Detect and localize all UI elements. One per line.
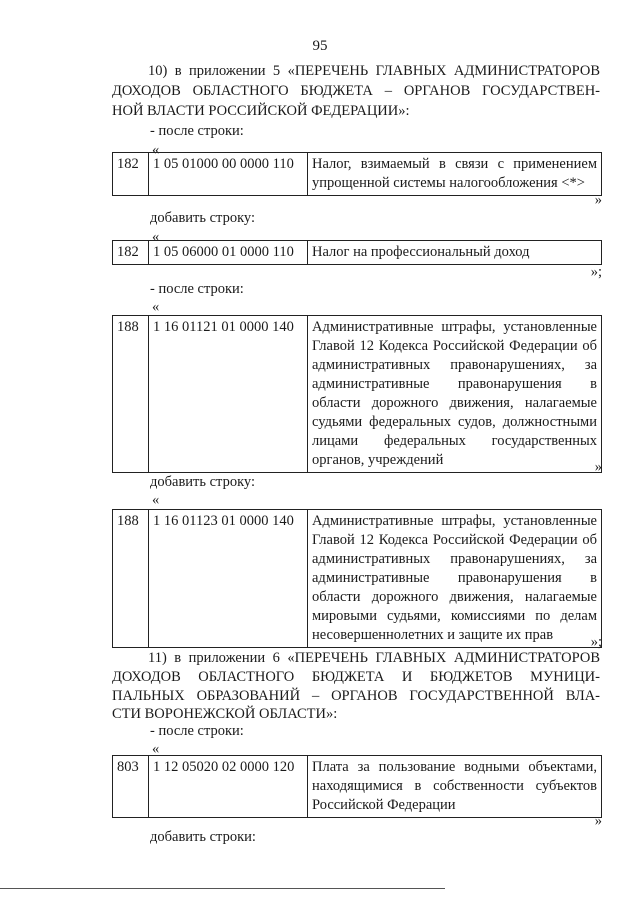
kbk-code-cell: 1 05 01000 00 0000 110 (149, 153, 308, 196)
open-quote: « (152, 492, 160, 508)
item11-heading-line-2: ДОХОДОВ ОБЛАСТНОГО БЮДЖЕТА И БЮДЖЕТОВ МУНИЦИ- (112, 669, 600, 685)
description-cell: Налог, взимаемый в связи с применением упрощенной системы налогообложения <*> (308, 153, 602, 196)
open-quote: « (152, 142, 160, 158)
kbk-code-cell: 1 05 06000 01 0000 110 (149, 241, 308, 265)
admin-code-cell: 182 (113, 241, 149, 265)
table-row-188-01121 (112, 315, 602, 473)
kbk-code-cell: 1 12 05020 02 0000 120 (149, 756, 308, 818)
admin-code-cell: 803 (113, 756, 149, 818)
description-cell: Налог на профессиональный доход (308, 241, 602, 265)
description-cell: Плата за пользование водными объектами, находящимися в собственности субъектов Российской Федерации (308, 756, 602, 818)
close-quote: »; (590, 264, 602, 280)
item11-heading-line-3: ПАЛЬНЫХ ОБРАЗОВАНИЙ – ОРГАНОВ ГОСУДАРСТВЕННОЙ ВЛА- (112, 688, 600, 704)
item10-heading-line-1: 10) в приложении 5 «ПЕРЕЧЕНЬ ГЛАВНЫХ АДМИНИСТРАТОРОВ (148, 63, 600, 79)
admin-code-cell: 188 (113, 510, 149, 648)
close-quote: »; (590, 634, 602, 650)
open-quote: « (152, 229, 160, 245)
footer-rule (0, 888, 445, 889)
item10-heading-line-3: НОЙ ВЛАСТИ РОССИЙСКОЙ ФЕДЕРАЦИИ»: (112, 103, 410, 119)
kbk-code-cell: 1 16 01123 01 0000 140 (149, 510, 308, 648)
admin-code-cell: 188 (113, 316, 149, 473)
description-cell: Административные штрафы, установленные Главой 12 Кодекса Российской Федерации об административных правонарушениях, за административные правонарушения в области дорожного движения, налагаемые судьями федеральных судов, должностными лицами федеральных государственных органов, учреждений (308, 316, 602, 473)
table-row-803 (112, 755, 602, 818)
after-row-label: - после строки: (150, 723, 244, 739)
after-row-label: - после строки: (150, 123, 244, 139)
item10-heading-line-2: ДОХОДОВ ОБЛАСТНОГО БЮДЖЕТА – ОРГАНОВ ГОСУДАРСТВЕН- (112, 83, 600, 99)
item11-heading-line-4: СТИ ВОРОНЕЖСКОЙ ОБЛАСТИ»: (112, 706, 338, 722)
open-quote: « (152, 299, 160, 315)
description-cell: Административные штрафы, установленные Главой 12 Кодекса Российской Федерации об административных правонарушениях, за административные правонарушения в области дорожного движения, налагаемые мировыми судьями, комиссиями по делам несовершеннолетних и защите их прав (308, 510, 602, 648)
item11-heading-line-1: 11) в приложении 6 «ПЕРЕЧЕНЬ ГЛАВНЫХ АДМИНИСТРАТОРОВ (148, 650, 600, 666)
kbk-code-cell: 1 16 01121 01 0000 140 (149, 316, 308, 473)
after-row-label: - после строки: (150, 281, 244, 297)
table-row-188-01123 (112, 509, 602, 648)
close-quote: » (594, 459, 602, 475)
admin-code-cell: 182 (113, 153, 149, 196)
table-row-182-npd (112, 240, 602, 265)
add-row-label: добавить строку: (150, 474, 255, 490)
close-quote: » (594, 192, 602, 208)
close-quote: » (594, 813, 602, 829)
add-row-label: добавить строку: (150, 210, 255, 226)
add-rows-label: добавить строки: (150, 829, 256, 845)
open-quote: « (152, 741, 160, 757)
table-row-182-usn (112, 152, 602, 196)
page-number: 95 (312, 38, 328, 54)
